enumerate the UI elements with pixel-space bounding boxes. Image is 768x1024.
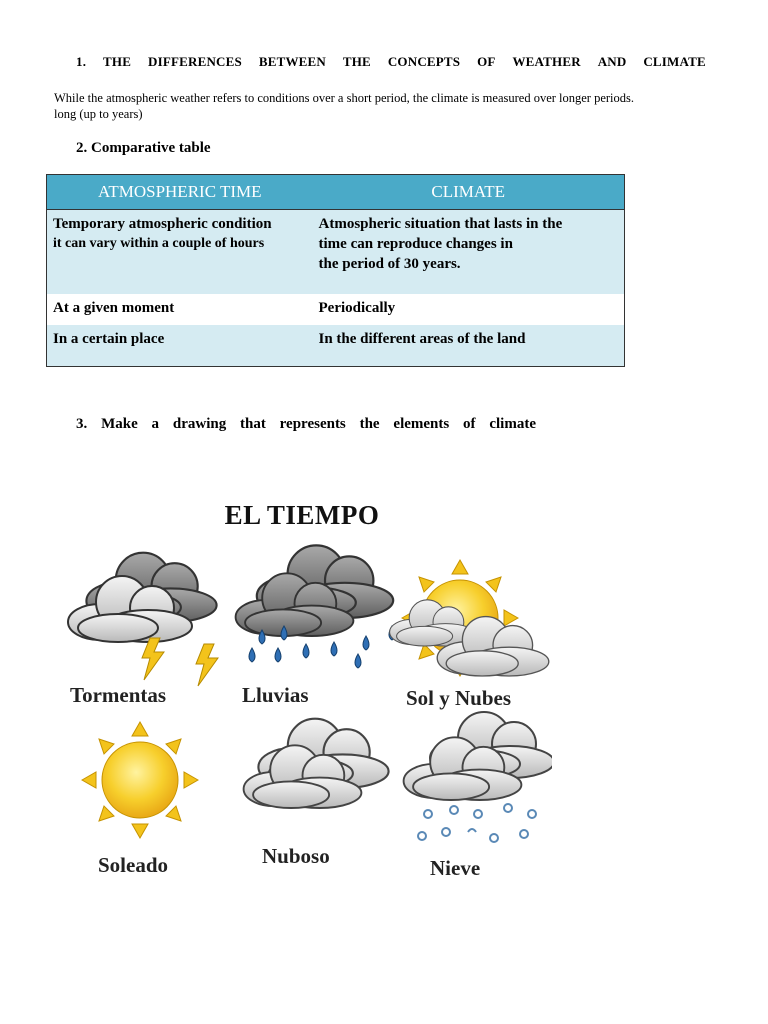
table-cell: At a given moment bbox=[47, 294, 313, 325]
heading-word: THE bbox=[103, 54, 132, 69]
sun-and-clouds-icon bbox=[390, 560, 549, 676]
table-row bbox=[47, 325, 625, 367]
heading-word: a bbox=[151, 416, 160, 432]
heading-word: WEATHER bbox=[512, 54, 581, 69]
heading-word: 3. bbox=[76, 416, 88, 432]
table-cell: In the different areas of the land bbox=[313, 325, 625, 367]
heading-word: THE bbox=[342, 54, 371, 69]
weather-drawing bbox=[52, 478, 552, 888]
label-sun-clouds: Sol y Nubes bbox=[406, 686, 512, 710]
cell-line: the period of 30 years. bbox=[318, 256, 461, 272]
heading-word: that bbox=[240, 416, 266, 432]
heading-word: DIFFERENCES bbox=[148, 54, 242, 69]
table-cell: In a certain place bbox=[47, 325, 313, 367]
table-cell bbox=[47, 210, 313, 295]
table-header-climate: CLIMATE bbox=[313, 175, 625, 210]
paragraph-line: While the atmospheric weather refers to conditions over a short period, the climate is measured over longer periods. bbox=[54, 91, 635, 105]
cloudy-icon bbox=[244, 719, 389, 808]
table-header-row bbox=[47, 175, 625, 210]
section-1-heading bbox=[76, 54, 706, 70]
cell-line: Temporary atmospheric condition bbox=[53, 216, 272, 232]
heading-word: BETWEEN bbox=[258, 54, 326, 69]
snow-icon bbox=[404, 712, 552, 842]
table-row bbox=[47, 294, 625, 325]
label-rain: Lluvias bbox=[242, 683, 309, 707]
heading-word: of bbox=[463, 416, 476, 432]
heading-word: the bbox=[359, 416, 380, 432]
label-cloudy: Nuboso bbox=[262, 844, 330, 868]
paragraph-line: long (up to years) bbox=[54, 107, 143, 121]
table-cell bbox=[313, 210, 625, 295]
sunny-icon bbox=[82, 722, 198, 838]
heading-word: 1. bbox=[76, 54, 87, 69]
cell-line: Atmospheric situation that lasts in the bbox=[318, 216, 563, 232]
heading-word: OF bbox=[477, 54, 496, 69]
heading-word: Make bbox=[101, 416, 138, 432]
table-header-atmospheric-time: ATMOSPHERIC TIME bbox=[47, 175, 313, 210]
heading-word: CLIMATE bbox=[643, 54, 706, 69]
section-2-heading: 2. Comparative table bbox=[76, 140, 211, 156]
label-storms: Tormentas bbox=[70, 683, 167, 707]
heading-word: drawing bbox=[172, 416, 227, 432]
cell-line: it can vary within a couple of hours bbox=[53, 236, 265, 251]
label-snow: Nieve bbox=[430, 856, 481, 880]
table-cell: Periodically bbox=[313, 294, 625, 325]
heading-word: climate bbox=[489, 416, 536, 432]
heading-word: elements bbox=[393, 416, 450, 432]
rain-icon bbox=[236, 545, 395, 668]
cell-line: time can reproduce changes in bbox=[318, 236, 513, 252]
storm-icon bbox=[68, 553, 218, 686]
table-row bbox=[47, 210, 625, 295]
label-sunny: Soleado bbox=[98, 853, 169, 877]
drawing-title: EL TIEMPO bbox=[224, 500, 380, 530]
intro-paragraph bbox=[54, 90, 714, 122]
heading-word: represents bbox=[279, 416, 346, 432]
comparative-table bbox=[46, 174, 625, 367]
section-3-heading bbox=[76, 416, 536, 433]
heading-word: CONCEPTS bbox=[387, 54, 461, 69]
heading-word: AND bbox=[597, 54, 627, 69]
